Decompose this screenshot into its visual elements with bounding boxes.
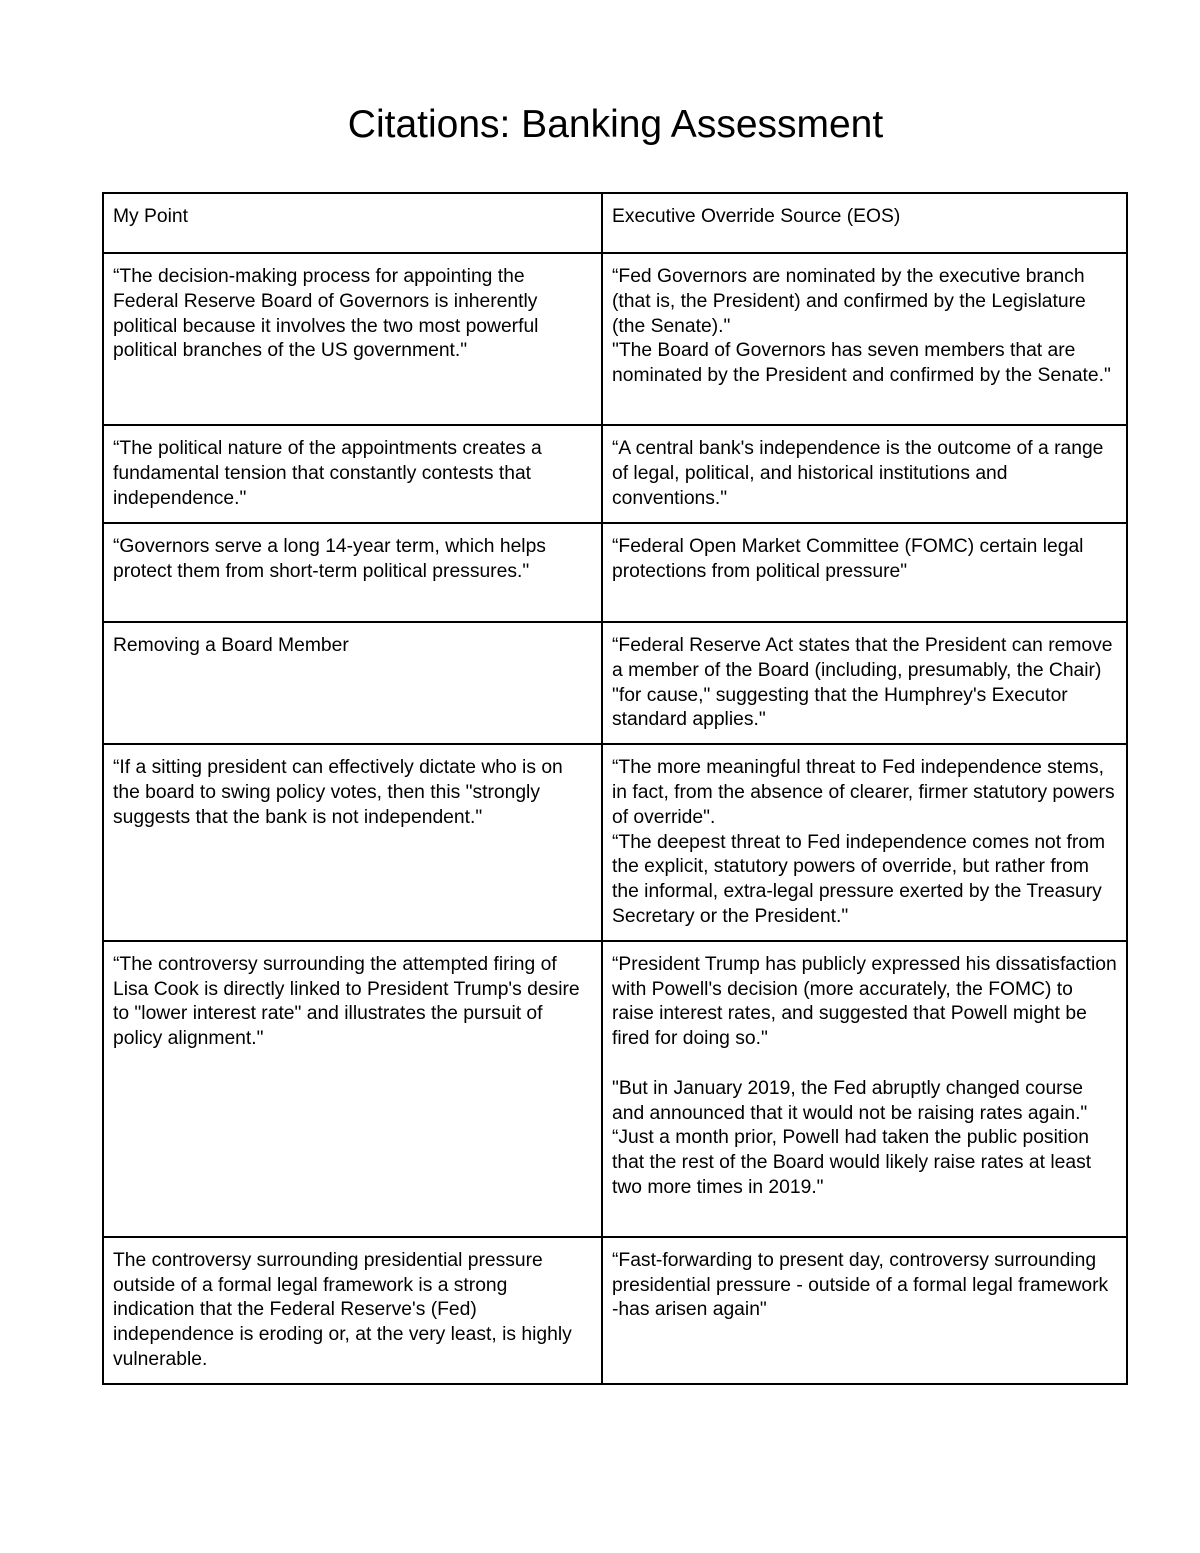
source-cell bbox=[602, 622, 1127, 744]
table-row bbox=[103, 1237, 1127, 1384]
header-my-point: My Point bbox=[103, 193, 602, 253]
table-header-row bbox=[103, 193, 1127, 253]
source-quote: “Federal Open Market Committee (FOMC) certain legal protections from political pressure" bbox=[612, 536, 1084, 582]
source-quote: “The more meaningful threat to Fed independence stems, in fact, from the absence of clearer, firmer statutory powers of override". bbox=[612, 757, 1115, 828]
table-row bbox=[103, 253, 1127, 425]
table-row bbox=[103, 425, 1127, 523]
point-cell bbox=[103, 622, 602, 744]
source-quote: “The deepest threat to Fed independence comes not from the explicit, statutory powers of override, but rather from the informal, extra-legal pressure exerted by the Treasury Secretary or the President." bbox=[612, 831, 1106, 927]
source-quote: “Federal Reserve Act states that the President can remove a member of the Board (including, presumably, the Chair) "for cause," suggesting that the Humphrey's Executor standard applies." bbox=[612, 635, 1113, 731]
point-cell bbox=[103, 523, 602, 622]
source-quote: “Fast-forwarding to present day, controversy surrounding presidential pressure - outside of a formal legal framework -has arisen again" bbox=[612, 1249, 1109, 1321]
point-text: Removing a Board Member bbox=[113, 635, 349, 656]
header-eos: Executive Override Source (EOS) bbox=[602, 193, 1127, 253]
source-quote: "The Board of Governors has seven members that are nominated by the President and confirmed by the Senate." bbox=[612, 340, 1111, 387]
point-cell bbox=[103, 941, 602, 1237]
table-row bbox=[103, 523, 1127, 622]
point-cell bbox=[103, 1237, 602, 1384]
source-quote: "But in January 2019, the Fed abruptly changed course and announced that it would not be raising rates again." bbox=[612, 1077, 1088, 1124]
source-cell bbox=[602, 523, 1127, 622]
source-cell bbox=[602, 253, 1127, 425]
source-quote: “Fed Governors are nominated by the executive branch (that is, the President) and confirmed by the Legislature (the Senate)." bbox=[612, 266, 1086, 337]
source-cell bbox=[602, 941, 1127, 1237]
table-row bbox=[103, 622, 1127, 744]
source-quote: “Just a month prior, Powell had taken the public position that the rest of the Board would likely raise rates at least two more times in 2019." bbox=[612, 1127, 1092, 1198]
point-text: The controversy surrounding presidential pressure outside of a formal legal framework is a strong indication that the Federal Reserve's (Fed) independence is eroding or, at the very least, is highly vulnerable. bbox=[113, 1249, 572, 1370]
page-title: Citations: Banking Assessment bbox=[347, 103, 884, 146]
point-text: “The decision-making process for appointing the Federal Reserve Board of Governors is inherently political because it involves the two most powerful political branches of the US government." bbox=[113, 266, 539, 362]
point-cell bbox=[103, 425, 602, 523]
point-text: “Governors serve a long 14-year term, which helps protect them from short-term political pressures." bbox=[113, 536, 546, 582]
citations-table bbox=[102, 192, 1128, 1385]
table-row bbox=[103, 744, 1127, 941]
source-cell bbox=[602, 744, 1127, 941]
source-cell bbox=[602, 425, 1127, 523]
table-row bbox=[103, 941, 1127, 1237]
point-text: “The political nature of the appointments creates a fundamental tension that constantly contests that independence." bbox=[113, 438, 542, 509]
point-text: “The controversy surrounding the attempted firing of Lisa Cook is directly linked to President Trump's desire to "lower interest rate" and illustrates the pursuit of policy alignment." bbox=[113, 953, 580, 1050]
point-cell bbox=[103, 253, 602, 425]
source-cell bbox=[602, 1237, 1127, 1384]
point-cell bbox=[103, 744, 602, 941]
point-text: “If a sitting president can effectively dictate who is on the board to swing policy votes, then this "strongly suggests that the bank is not independent." bbox=[113, 757, 563, 828]
source-quote: “A central bank's independence is the outcome of a range of legal, political, and historical institutions and conventions." bbox=[612, 438, 1104, 509]
source-quote: “President Trump has publicly expressed his dissatisfaction with Powell's decision (more accurately, the FOMC) to raise interest rates, and suggested that Powell might be fired for doing so." bbox=[612, 953, 1117, 1050]
